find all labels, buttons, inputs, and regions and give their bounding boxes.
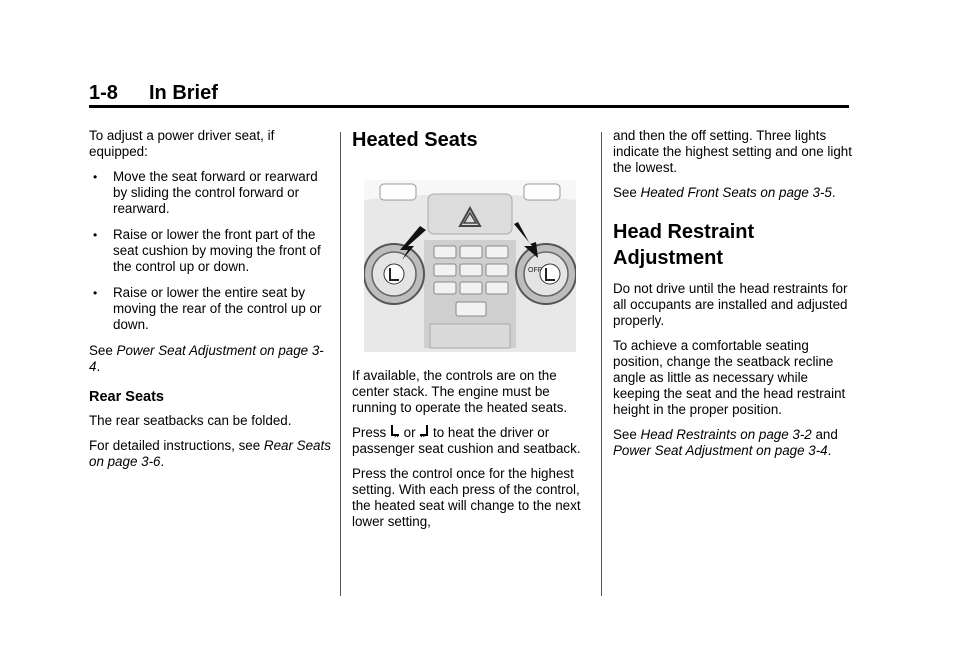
rear-seats-text: The rear seatbacks can be folded.: [89, 413, 292, 428]
press-instruction: Press or to heat the driver or passenger seat cushion and seatback.: [352, 425, 581, 456]
column-divider-2: [601, 132, 602, 596]
seating-position-text: To achieve a comfortable seating position, change the seatback recline angle as little as necessary while keeping the seat and the head restraint height in the proper position.: [613, 338, 846, 417]
column-divider-1: [340, 132, 341, 596]
page-header: [89, 82, 218, 105]
cross-reference-link[interactable]: Power Seat Adjustment on page 3-4: [89, 343, 324, 374]
heated-seat-driver-icon: [390, 425, 400, 439]
setting-lights-text: and then the off setting. Three lights indicate the highest setting and one light the lowest.: [613, 128, 852, 175]
header-rule: [89, 105, 849, 108]
detail-reference: For detailed instructions, see Rear Seats on page 3-6.: [89, 438, 331, 469]
bullet-item: • Move the seat forward or rearward by sliding the control forward or rearward.: [93, 169, 318, 216]
setting-cycle-text: Press the control once for the highest setting. With each press of the control, the heated seat will change to the next lower setting,: [352, 466, 581, 529]
bullet-icon: •: [93, 170, 98, 184]
cross-reference-link[interactable]: Power Seat Adjustment on page 3-4: [613, 443, 828, 458]
cross-reference-link[interactable]: Heated Front Seats on page 3-5: [640, 185, 832, 200]
bullet-icon: •: [93, 286, 98, 300]
see-reference: See Head Restraints on page 3-2 and Power Seat Adjustment on page 3-4.: [613, 427, 838, 458]
section-title: In Brief: [149, 82, 218, 104]
see-reference: See Heated Front Seats on page 3-5.: [613, 185, 836, 200]
controls-location-text: If available, the controls are on the center stack. The engine must be running to operate the heated seats.: [352, 368, 568, 415]
bullet-item: • Raise or lower the entire seat by moving the rear of the control up or down.: [93, 285, 322, 332]
column-3: [613, 128, 856, 468]
bullet-icon: •: [93, 228, 98, 242]
knob-off-label: OFF: [528, 267, 542, 274]
head-restraint-heading: Head Restraint Adjustment: [613, 221, 755, 269]
intro-text: To adjust a power driver seat, if equipped:: [89, 128, 275, 159]
section-number: 1-8: [89, 82, 118, 104]
rear-seats-heading: Rear Seats: [89, 389, 164, 405]
see-reference: See Power Seat Adjustment on page 3-4.: [89, 343, 324, 374]
column-2: [352, 128, 592, 539]
center-stack-illustration: [364, 180, 576, 352]
cross-reference-link[interactable]: Head Restraints on page 3-2: [640, 427, 812, 442]
bullet-item: • Raise or lower the front part of the seat cushion by moving the front of the control up or down.: [93, 227, 321, 274]
column-1: [89, 128, 331, 479]
head-restraint-warning: Do not drive until the head restraints for all occupants are installed and adjusted properly.: [613, 281, 848, 328]
heated-seats-heading: Heated Seats: [352, 129, 478, 151]
heated-seat-passenger-icon: [419, 425, 429, 439]
cross-reference-link[interactable]: Rear Seats on page 3-6: [89, 438, 331, 469]
